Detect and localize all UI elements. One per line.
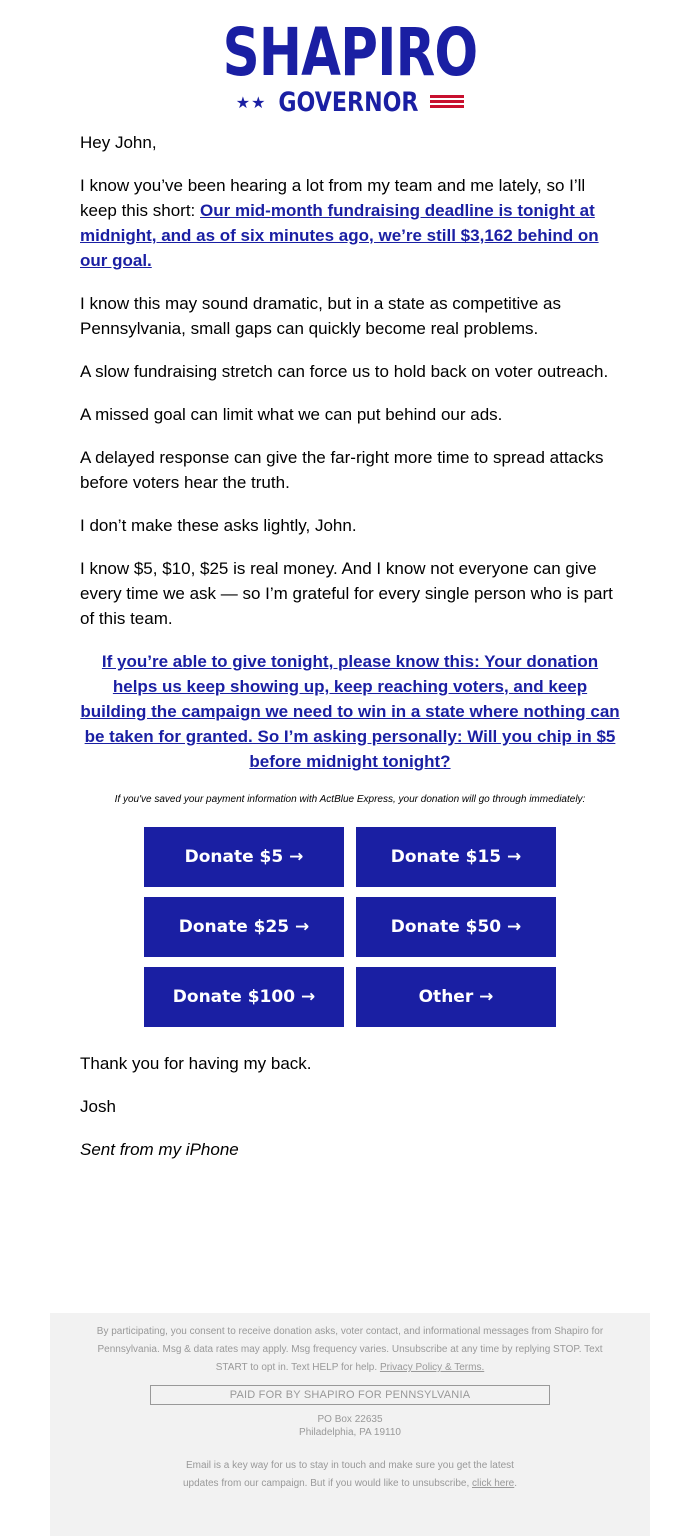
paragraph-money: I know $5, $10, $25 is real money. And I know not everyone can give every time we ask — so I’m grateful for every single person who is part of this team. <box>80 559 613 628</box>
donate-25-button[interactable]: Donate $25 → <box>144 897 344 957</box>
privacy-policy-link[interactable]: Privacy Policy & Terms. <box>379 1362 485 1373</box>
email-body-text: Email is a key way for us to stay in touch and make sure you get the latest updates from our campaign. But if you would like to unsubscribe, <box>182 1460 514 1489</box>
intro-text: I know you’ve been hearing a lot from my team and me lately, so I’ll keep this short: <box>80 176 586 220</box>
address-line-2: Philadelphia, PA 19110 <box>299 1427 401 1438</box>
email-end: . <box>514 1478 518 1489</box>
stars-icon: ★★ <box>235 95 267 112</box>
donate-15-button[interactable]: Donate $15 → <box>356 827 556 887</box>
donate-other-button[interactable]: Other → <box>356 967 556 1027</box>
paid-for-box: PAID FOR BY SHAPIRO FOR PENNSYLVANIA <box>150 1385 550 1405</box>
address-line-1: PO Box 22635 <box>317 1414 383 1425</box>
sent-from-line: Sent from my iPhone <box>80 1140 239 1159</box>
actblue-express-note: If you've saved your payment information with ActBlue Express, your donation will go through immediately: <box>114 794 586 805</box>
paragraph-outreach: A slow fundraising stretch can force us to hold back on voter outreach. <box>80 362 609 381</box>
paragraph-attacks: A delayed response can give the far-right more time to spread attacks before voters hear the truth. <box>80 448 604 492</box>
email-body <box>80 130 620 1180</box>
donate-50-button[interactable]: Donate $50 → <box>356 897 556 957</box>
deadline-link[interactable]: Our mid-month fundraising deadline is tonight at midnight, and as of six minutes ago, we’re still $3,162 behind on our goal. <box>80 201 599 270</box>
signoff <box>80 1051 620 1162</box>
consent-text <box>90 1323 610 1377</box>
flag-stripes-icon <box>430 95 464 112</box>
logo-subline <box>0 88 700 118</box>
signature-name: Josh <box>80 1097 116 1116</box>
thanks-line: Thank you for having my back. <box>80 1054 312 1073</box>
logo-governor: GOVERNOR <box>278 87 419 118</box>
footer <box>50 1313 650 1536</box>
unsubscribe-link[interactable]: click here <box>472 1478 515 1489</box>
logo-name: SHAPIRO <box>222 14 478 91</box>
paragraph-asks: I don’t make these asks lightly, John. <box>80 516 357 535</box>
greeting: Hey John, <box>80 133 157 152</box>
donate-5-button[interactable]: Donate $5 → <box>144 827 344 887</box>
cta-donate-link[interactable]: If you’re able to give tonight, please know this: Your donation helps us keep showing up, keep reaching voters, and keep building the campaign we need to win in a state where nothing can be taken for granted. So I’m asking personally: Will you chip in $5 before midnight tonight? <box>80 652 620 771</box>
paragraph-competitive: I know this may sound dramatic, but in a state as competitive as Pennsylvania, small gaps can quickly become real problems. <box>80 294 561 338</box>
cta-block <box>80 649 620 774</box>
unsubscribe-text <box>170 1457 530 1493</box>
consent-body: By participating, you consent to receive donation asks, voter contact, and informational messages from Shapiro for Pennsylvania. Msg & data rates may apply. Msg frequency varies. Unsubscribe at any time by replying STOP. Text START to opt in. Text HELP for help. <box>96 1326 604 1373</box>
donate-100-button[interactable]: Donate $100 → <box>144 967 344 1027</box>
donate-button-grid <box>144 827 556 1027</box>
paragraph-intro <box>80 173 620 273</box>
paragraph-ads: A missed goal can limit what we can put behind our ads. <box>80 405 503 424</box>
mailing-address <box>50 1413 650 1439</box>
campaign-logo <box>0 14 700 118</box>
